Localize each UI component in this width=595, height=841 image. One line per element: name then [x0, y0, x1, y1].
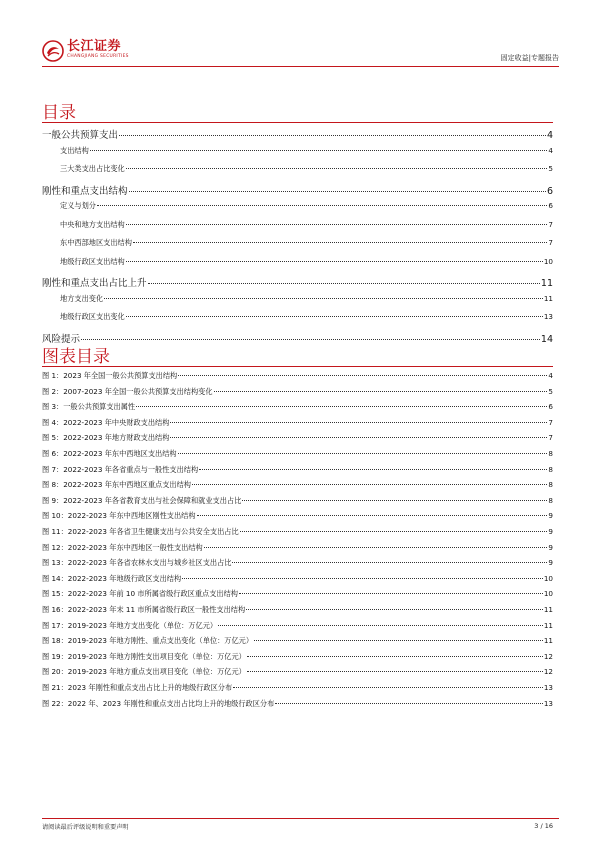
leader-dots	[197, 515, 548, 516]
leader-dots	[148, 283, 540, 284]
leader-dots	[126, 261, 543, 262]
leader-dots	[126, 168, 548, 169]
figure-entry-label: 图 21：2023 年刚性和重点支出占比上升的地级行政区分布	[42, 683, 233, 692]
toc-entry[interactable]	[42, 127, 553, 141]
toc-entry-page: 11	[543, 294, 553, 303]
company-logo	[42, 40, 129, 66]
figure-entry-page: 9	[548, 527, 553, 536]
leader-dots	[170, 422, 547, 423]
leader-dots	[275, 703, 543, 704]
toc-entry[interactable]	[42, 312, 553, 322]
figure-entry-label: 图 16：2022-2023 年末 11 市所属省级行政区一般性支出结构	[42, 605, 246, 614]
footer-disclaimer: 请阅读最后评级说明和重要声明	[42, 824, 129, 831]
leader-dots	[247, 656, 543, 657]
toc-entry[interactable]	[42, 275, 553, 289]
toc-entry-page: 7	[548, 238, 553, 247]
figure-entry[interactable]	[42, 605, 553, 615]
toc-title: 目录	[42, 103, 76, 123]
toc-title-rule	[42, 122, 553, 123]
logo-en-text: CHANGJIANG SECURITIES	[67, 54, 129, 59]
figure-entry-label: 图 19：2019-2023 年地方刚性支出项目变化（单位：万亿元）	[42, 651, 246, 661]
figure-entry-label: 图 7：2022-2023 年各省重点与一般性支出结构	[42, 464, 199, 474]
toc-entry[interactable]	[42, 331, 553, 345]
figure-entry-label: 图 15：2022-2023 年前 10 市所属省级行政区重点支出结构	[42, 589, 238, 599]
figure-entry[interactable]	[42, 543, 553, 553]
figure-entry[interactable]	[42, 527, 553, 537]
figure-entry-page: 5	[548, 386, 553, 396]
figure-entry-label: 图 13：2022-2023 年各省农林水支出与城乡社区支出占比	[42, 558, 232, 568]
leader-dots	[239, 593, 543, 594]
toc-entry[interactable]	[42, 294, 553, 304]
leader-dots	[182, 578, 543, 579]
toc-entry[interactable]	[42, 164, 553, 174]
toc-entry-page: 11	[540, 278, 553, 289]
toc-entry-page: 7	[548, 220, 553, 229]
figure-entry-page: 13	[543, 683, 553, 692]
toc-entry-label: 一般公共预算支出	[42, 130, 119, 141]
figure-entry-page: 8	[548, 480, 553, 490]
figure-entry-label: 图 17：2019-2023 年地方支出变化（单位：万亿元）	[42, 620, 218, 630]
leader-dots	[129, 191, 546, 192]
toc-entry[interactable]	[42, 146, 553, 156]
figure-entry[interactable]	[42, 511, 553, 521]
figure-entry-label: 图 8：2022-2023 年东中西地区重点支出结构	[42, 480, 191, 490]
figure-entry-page: 7	[548, 433, 553, 443]
changjiang-logo-icon	[42, 40, 64, 62]
figure-entry[interactable]	[42, 699, 553, 709]
figure-entry-page: 9	[548, 511, 553, 521]
toc-entry-page: 6	[546, 186, 553, 197]
figure-entry-page: 8	[548, 464, 553, 474]
toc-entry-label: 中央和地方支出结构	[60, 220, 125, 229]
figure-entry[interactable]	[42, 683, 553, 693]
figure-entry[interactable]	[42, 621, 553, 631]
toc-entry-page: 14	[540, 334, 553, 345]
figure-entry-page: 11	[543, 605, 553, 614]
figure-entry[interactable]	[42, 652, 553, 662]
toc-entry-label: 定义与划分	[60, 201, 96, 210]
figures-title: 图表目录	[42, 347, 110, 367]
leader-dots	[242, 500, 547, 501]
figure-entry-page: 10	[543, 589, 553, 599]
toc-entry-label: 支出结构	[60, 146, 89, 155]
figure-entry-label: 图 5：2022-2023 年地方财政支出结构	[42, 433, 170, 443]
figure-entry-page: 13	[543, 698, 553, 708]
figure-entry-label: 图 4：2022-2023 年中央财政支出结构	[42, 417, 170, 427]
figure-entry-label: 图 12：2022-2023 年东中西地区一般性支出结构	[42, 542, 203, 552]
figure-entry[interactable]	[42, 480, 553, 490]
leader-dots	[126, 316, 543, 317]
figure-entry-label: 图 22：2022 年、2023 年刚性和重点支出占比均上升的地级行政区分布	[42, 698, 275, 708]
figure-entry[interactable]	[42, 589, 553, 599]
figure-entry-page: 4	[548, 371, 553, 380]
leader-dots	[199, 469, 547, 470]
figure-entry-label: 图 2：2007-2023 年全国一般公共预算支出结构变化	[42, 386, 213, 396]
figure-entry[interactable]	[42, 387, 553, 397]
leader-dots	[97, 205, 547, 206]
leader-dots	[104, 298, 543, 299]
leader-dots	[254, 640, 543, 641]
figure-entry-label: 图 18：2019-2023 年地方刚性、重点支出变化（单位：万亿元）	[42, 636, 254, 646]
figure-entry[interactable]	[42, 558, 553, 568]
figure-entry-label: 图 14：2022-2023 年地级行政区支出结构	[42, 573, 182, 583]
leader-dots	[247, 671, 543, 672]
figure-entry-page: 9	[548, 542, 553, 552]
leader-dots	[178, 453, 548, 454]
toc-entry[interactable]	[42, 257, 553, 267]
leader-dots	[90, 150, 548, 151]
figure-entry-label: 图 9：2022-2023 年各省教育支出与社会保障和就业支出占比	[42, 495, 242, 505]
leader-dots	[178, 375, 547, 376]
toc-entry[interactable]	[42, 220, 553, 230]
logo-cn-text: 长江证券	[67, 39, 122, 54]
leader-dots	[240, 531, 548, 532]
leader-dots	[192, 484, 547, 485]
footer-divider	[42, 818, 559, 819]
figure-entry-label: 图 6：2022-2023 年东中西地区支出结构	[42, 449, 177, 458]
header-divider	[42, 66, 559, 67]
figure-entry-page: 8	[548, 495, 553, 505]
toc-entry-page: 10	[543, 257, 553, 266]
leader-dots	[246, 609, 543, 610]
toc-entry-label: 刚性和重点支出结构	[42, 186, 128, 197]
figures-title-rule	[42, 366, 553, 367]
leader-dots	[232, 562, 547, 563]
figure-entry-label: 图 3：一般公共预算支出属性	[42, 402, 136, 412]
leader-dots	[204, 547, 548, 548]
figure-entry[interactable]	[42, 449, 553, 459]
figure-entry-page: 7	[548, 417, 553, 427]
figure-entry-page: 8	[548, 449, 553, 458]
toc-entry[interactable]	[42, 201, 553, 211]
leader-dots	[214, 391, 548, 392]
figure-entry-page: 9	[548, 558, 553, 568]
toc-entry[interactable]	[42, 183, 553, 197]
toc-entry-page: 5	[548, 164, 553, 173]
page-header	[42, 40, 559, 66]
leader-dots	[218, 625, 543, 626]
toc-entry-label: 风险提示	[42, 334, 81, 345]
leader-dots	[170, 437, 547, 438]
toc-entry-page: 4	[548, 146, 553, 155]
toc-entry-label: 三大类支出占比变化	[60, 164, 125, 173]
figure-entry-label: 图 20：2019-2023 年地方重点支出项目变化（单位：万亿元）	[42, 667, 246, 677]
figure-entry-label: 图 1：2023 年全国一般公共预算支出结构	[42, 371, 178, 380]
leader-dots	[81, 339, 540, 340]
figure-entry[interactable]	[42, 574, 553, 584]
figure-entry[interactable]	[42, 433, 553, 443]
leader-dots	[119, 135, 546, 136]
toc-entry-page: 6	[548, 201, 553, 210]
figure-entry-page: 11	[543, 620, 553, 630]
figure-entry-label: 图 10：2022-2023 年东中西地区刚性支出结构	[42, 511, 196, 521]
figure-entry-page: 12	[543, 667, 553, 677]
toc-entry-page: 4	[546, 130, 553, 141]
figure-entry[interactable]	[42, 667, 553, 677]
figure-entry[interactable]	[42, 402, 553, 412]
figure-entry-page: 11	[543, 636, 553, 646]
toc-entry-label: 东中西部地区支出结构	[60, 238, 132, 247]
figure-entry-page: 10	[543, 573, 553, 583]
leader-dots	[126, 224, 548, 225]
figure-entry[interactable]	[42, 465, 553, 475]
leader-dots	[233, 687, 543, 688]
figure-entry-page: 12	[543, 651, 553, 661]
toc-entry[interactable]	[42, 238, 553, 248]
figure-entry[interactable]	[42, 418, 553, 428]
toc-entry-label: 地级行政区支出结构	[60, 257, 125, 266]
page-number: 3 / 16	[534, 822, 553, 830]
leader-dots	[133, 242, 548, 243]
toc-entry-page: 13	[543, 312, 553, 321]
toc-entry-label: 地级行政区支出变化	[60, 312, 125, 321]
report-type-label: 固定收益|专题报告	[500, 54, 559, 62]
toc-entry-label: 地方支出变化	[60, 294, 104, 303]
leader-dots	[136, 406, 547, 407]
figure-entry-page: 6	[548, 402, 553, 412]
figure-entry[interactable]	[42, 371, 553, 381]
figure-entry-label: 图 11：2022-2023 年各省卫生健康支出与公共安全支出占比	[42, 527, 239, 536]
figure-entry[interactable]	[42, 496, 553, 506]
figure-entry[interactable]	[42, 636, 553, 646]
toc-entry-label: 刚性和重点支出占比上升	[42, 278, 147, 289]
